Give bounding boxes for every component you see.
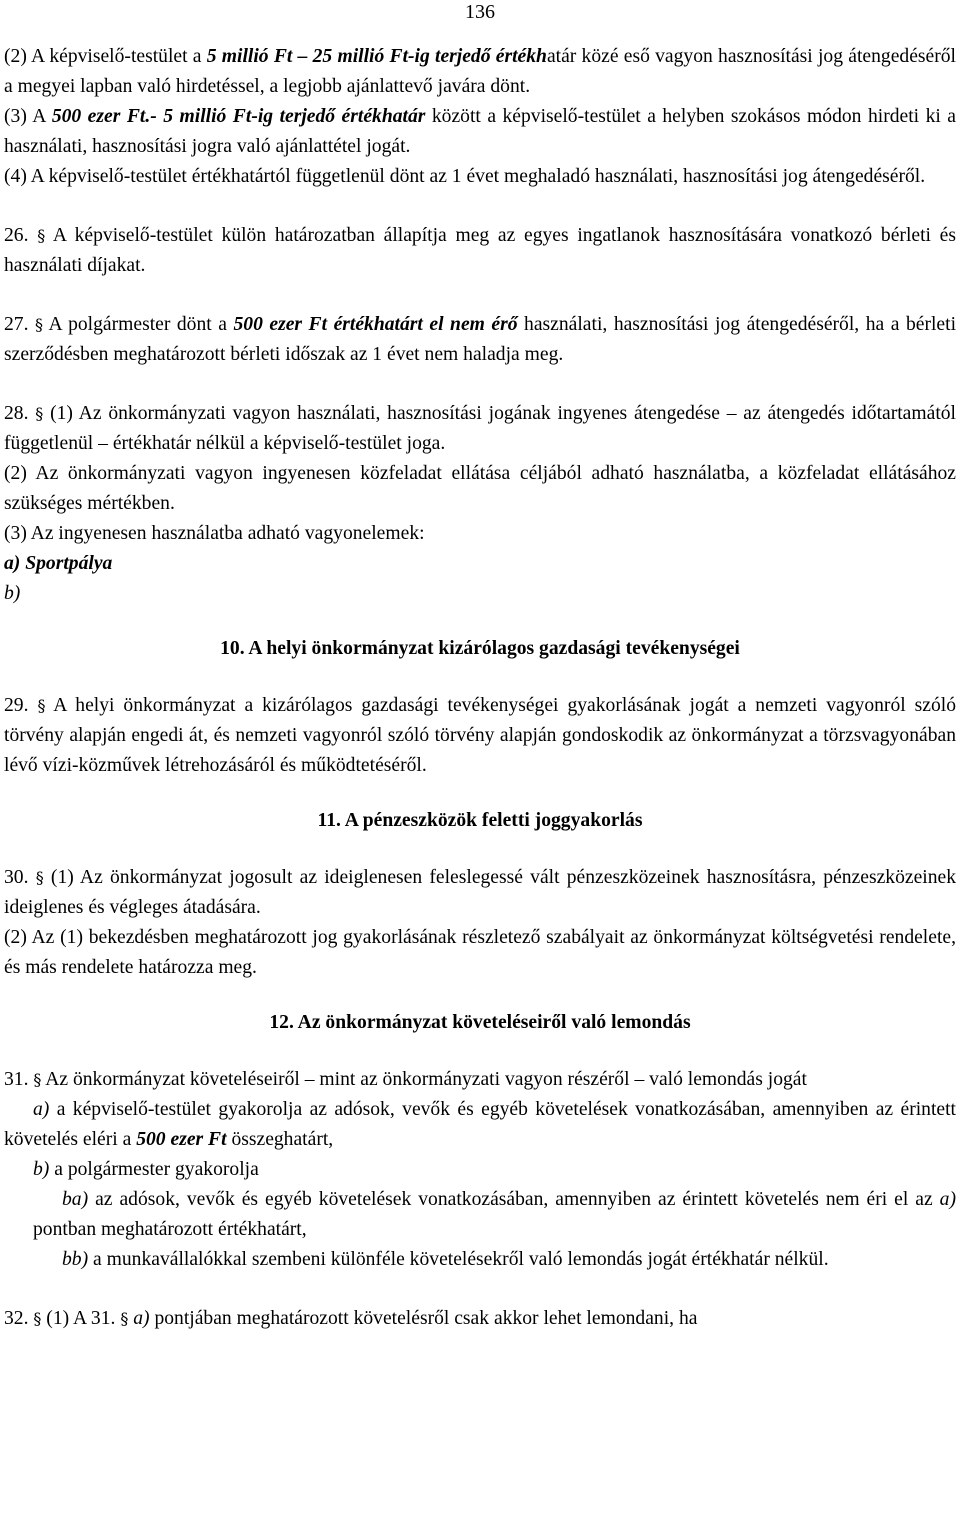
section-28-paragraph-3: (3) Az ingyenesen használatba adható vagyonelemek: — [4, 523, 425, 544]
section-29: 29. § A helyi önkormányzat a kizárólagos gazdasági tevékenységei gyakorlásának jogát a nemzeti vagyonról szóló törvény alapján engedi át, és nemzeti vagyonról szóló törvény alapján gondoskodik az önkormányzat a törzsvagyonában lévő vízi-közművek létrehozásáról és működtetéséről. — [4, 695, 956, 776]
heading-10: 10. A helyi önkormányzat kizárólagos gazdasági tevékenységei — [220, 638, 740, 659]
section-27: 27. § A polgármester dönt a 500 ezer Ft értékhatárt el nem érő használati, hasznosítási jog átengedéséről, ha a bérleti szerződésben meghatározott bérleti időszak az 1 évet nem haladja meg. — [4, 314, 957, 365]
heading-11: 11. A pénzeszközök feletti joggyakorlás — [317, 810, 643, 831]
section-28-item-b: b) — [4, 583, 21, 604]
section-symbol: § — [35, 868, 44, 887]
section-symbol: § — [33, 1309, 42, 1328]
section-30-paragraph-2: (2) Az (1) bekezdésben meghatározott jog gyakorlásának részletező szabályait az önkormányzat költségvetési rendelete, és más rendelete határozza meg. — [4, 927, 956, 978]
section-26: 26. § A képviselő-testület külön határozatban állapítja meg az egyes ingatlanok hasznosítására vonatkozó bérleti és használati díjakat. — [4, 225, 956, 276]
section-symbol: § — [33, 1070, 42, 1089]
section-31-intro: 31. § Az önkormányzat követeléseiről – mint az önkormányzati vagyon részéről – való lemondás jogát — [4, 1069, 807, 1090]
section-symbol: § — [37, 696, 46, 715]
section-31-point-a: a) a képviselő-testület gyakorolja az adósok, vevők és egyéb követelések vonatkozásában, amennyiben az érintett követelés eléri a 500 ezer Ft összeghatárt, — [4, 1099, 956, 1150]
section-symbol: § — [120, 1309, 129, 1328]
s25-paragraph-2: (2) A képviselő-testület a 5 millió Ft – 25 millió Ft-ig terjedő értékhatár közé eső vagyon hasznosítási jog átengedéséről a megyei lapban való hirdetéssel, a legjobb ajánlattevő javára dönt. — [4, 46, 956, 97]
section-32: 32. § (1) A 31. § a) pontjában meghatározott követelésről csak akkor lehet lemondani, ha — [4, 1308, 698, 1329]
page-number: 136 — [465, 1, 495, 23]
section-31-point-b: b) a polgármester gyakorolja — [33, 1159, 259, 1180]
section-31-point-bb: bb) a munkavállalókkal szembeni különféle követelésekről való lemondás jogát értékhatár nélkül. — [62, 1249, 829, 1270]
section-28-paragraph-1: 28. § (1) Az önkormányzati vagyon használati, hasznosítási jogának ingyenes átengedése – az átengedés időtartamától függetlenül – értékhatár nélkül a képviselő-testület joga. — [4, 403, 957, 454]
section-symbol: § — [37, 226, 46, 245]
heading-12: 12. Az önkormányzat követeléseiről való lemondás — [269, 1012, 691, 1033]
s25-paragraph-3: (3) A 500 ezer Ft.- 5 millió Ft-ig terjedő értékhatár között a képviselő-testület a helyben szokásos módon hirdeti ki a használati, hasznosítási jogra való ajánlattétel jogát. — [4, 106, 957, 157]
section-30-paragraph-1: 30. § (1) Az önkormányzat jogosult az ideiglenesen feleslegessé vált pénzeszközeinek hasznosításra, pénzeszközeinek ideiglenes és végleges átadására. — [4, 867, 957, 918]
s25-paragraph-4: (4) A képviselő-testület értékhatártól függetlenül dönt az 1 évet meghaladó használati, hasznosítási jog átengedéséről. — [4, 166, 926, 187]
section-symbol: § — [35, 404, 44, 423]
section-28-item-a: a) Sportpálya — [4, 553, 113, 574]
document-body — [4, 42, 956, 1334]
section-28-paragraph-2: (2) Az önkormányzati vagyon ingyenesen közfeladat ellátása céljából adható használatba, a közfeladat ellátásához szükséges mértékben. — [4, 463, 956, 514]
section-symbol: § — [35, 315, 44, 334]
section-31-point-ba: ba) az adósok, vevők és egyéb követelések vonatkozásában, amennyiben az érintett követelés nem éri el az a) pontban meghatározott értékhatárt, — [33, 1189, 956, 1240]
